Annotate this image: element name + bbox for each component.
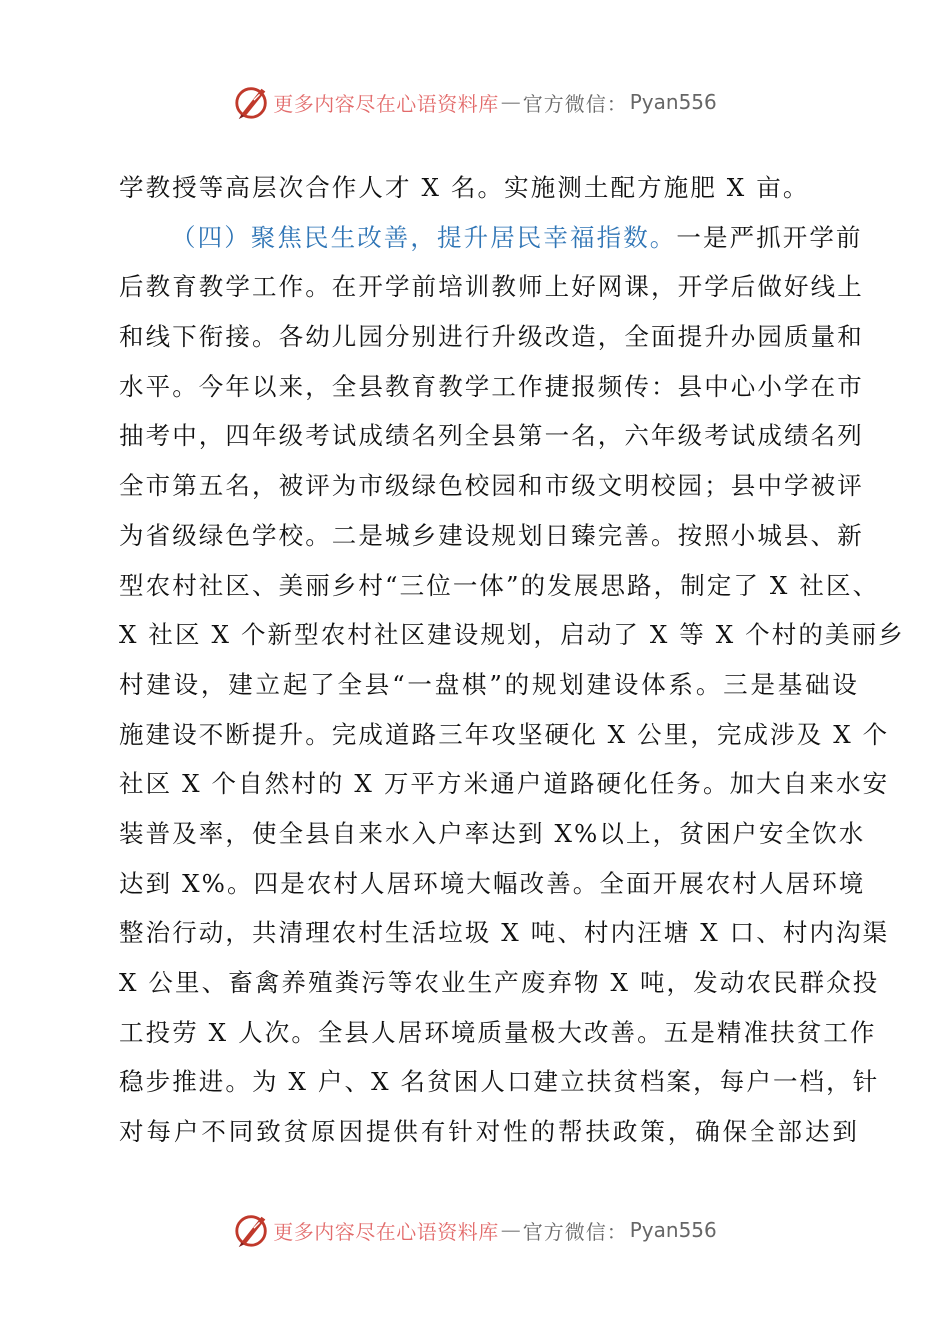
text-line: 整治行动，共清理农村生活垃圾 X 吨、村内汪塘 X 口、村内沟渠 [119,918,890,948]
text-line: 为省级绿色学校。二是城乡建设规划日臻完善。按照小城县、新 [119,520,864,550]
text-line: 水平。今年以来，全县教育教学工作捷报频传：县中心小学在市 [119,371,864,401]
text-line: 抽考中，四年级考试成绩名列全县第一名，六年级考试成绩名列 [119,421,864,451]
header-wechat-label: 官方微信： [522,91,628,116]
text-line: 对每户不同致贫原因提供有针对性的帮扶政策，确保全部达到 [119,1117,859,1147]
header-site-text: 更多内容尽在心语资料库 [273,91,499,116]
footer-wechat-id: Pyan556 [629,1218,717,1242]
text-line: 工投劳 X 人次。全县人居环境质量极大改善。五是精准扶贫工作 [119,1017,877,1047]
text-line: X 社区 X 个新型农村社区建设规划，启动了 X 等 X 个村的美丽乡 [119,620,905,650]
text-line [119,213,863,263]
footer-dash: — [500,1218,521,1242]
text-line: 施建设不断提升。完成道路三年攻坚硬化 X 公里，完成涉及 X 个 [119,719,890,749]
text-line: X 公里、畜禽养殖粪污等农业生产废弃物 X 吨，发动农民群众投 [119,968,880,997]
footer-banner [0,1210,950,1250]
quill-logo-icon [233,1211,271,1249]
text-line: 村建设，建立起了全县“一盘棋”的规划建设体系。三是基础设 [119,669,859,699]
text-line: 达到 X%。四是农村人居环境大幅改善。全面开展农村人居环境 [119,868,866,898]
text-line: 稳步推进。为 X 户、X 名贫困人口建立扶贫档案，每户一档，针 [119,1067,880,1097]
footer-site-text: 更多内容尽在心语资料库 [273,1219,499,1244]
section-heading: （四）聚焦民生改善，提升居民幸福指数。 [171,222,677,252]
text-span: 一是严抓开学前 [676,222,863,252]
footer-wechat-label: 官方微信： [522,1219,628,1244]
header-wechat-id: Pyan556 [629,90,717,114]
header-dash: — [500,90,521,114]
text-line: 装普及率，使全县自来水入户率达到 X%以上，贫困户安全饮水 [119,818,866,848]
text-line: 社区 X 个自然村的 X 万平方米通户道路硬化任务。加大自来水安 [119,769,890,799]
text-line: 后教育教学工作。在开学前培训教师上好网课，开学后做好线上 [119,272,864,302]
text-line: 全市第五名，被评为市级绿色校园和市级文明校园；县中学被评 [119,471,864,501]
header-banner [0,82,950,122]
text-line: 和线下衔接。各幼儿园分别进行升级改造，全面提升办园质量和 [119,322,864,352]
document-body [119,163,905,1157]
quill-logo-icon [233,83,271,121]
text-line: 型农村社区、美丽乡村“三位一体”的发展思路，制定了 X 社区、 [119,570,880,600]
text-line: 学教授等高层次合作人才 X 名。实施测土配方施肥 X 亩。 [119,173,810,202]
